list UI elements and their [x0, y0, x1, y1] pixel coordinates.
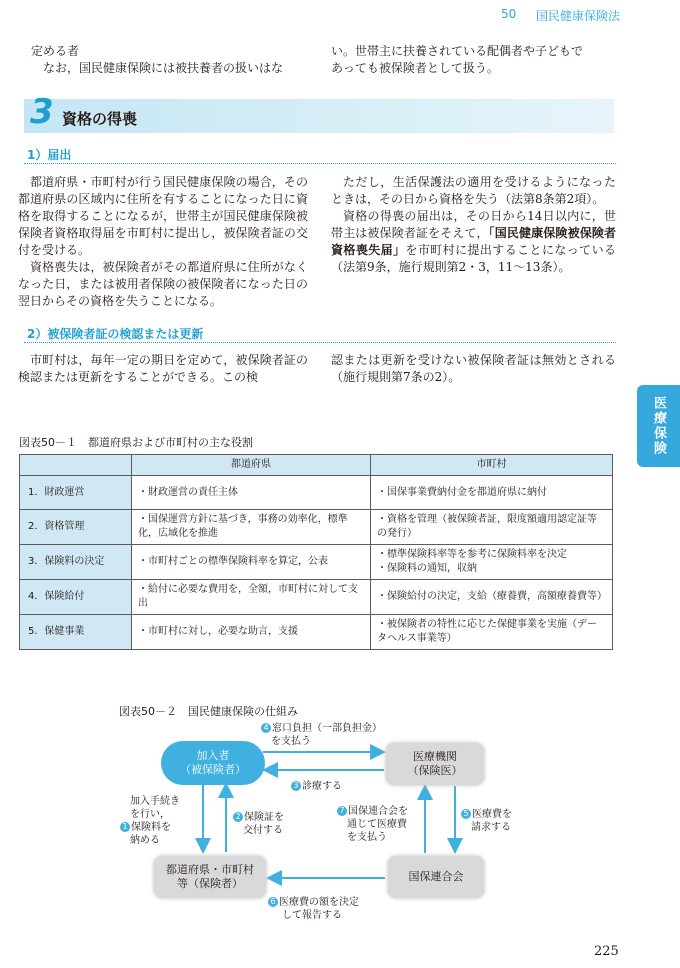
table-caption: 図表50－１ 都道府県および市町村の主な役割	[19, 436, 253, 449]
step-6-line2: して報告する	[282, 910, 342, 921]
node-union-label: 国保連合会	[408, 870, 464, 883]
step-3-number: 3	[291, 781, 301, 791]
node-insured	[161, 741, 265, 785]
node-medical-line2: （保険医）	[407, 764, 463, 777]
step-1-line1: 加入手続き	[130, 796, 180, 807]
step-5-number: 5	[461, 809, 471, 819]
table-header-city: 市町村	[371, 455, 613, 476]
step-5-line1: 医療費を	[472, 809, 512, 820]
step-4-line1: 窓口負担（一部負担金）	[272, 723, 382, 734]
step-1-line3: 保険料を	[131, 822, 171, 833]
step-3-label	[291, 780, 342, 793]
sub2-left-paragraph: 市町村は，毎年一定の期日を定めて，被保険者証の検認または更新をすることができる。この検	[18, 353, 308, 384]
sub-heading-1: 1）届出	[27, 148, 72, 162]
step-5-line2: 請求する	[471, 822, 511, 833]
step-2-number: 2	[233, 812, 243, 822]
step-7-line1: 国保連合会を	[348, 806, 408, 817]
node-insured-line2: （被保険者）	[180, 763, 246, 776]
section-number: 3	[30, 92, 54, 132]
diagram-caption: 図表50－２ 国民健康保険の仕組み	[119, 705, 298, 718]
section-title: 資格の得喪	[62, 110, 138, 128]
step-6-label	[268, 896, 359, 922]
sub1-left-paragraph-1: 都道府県・市町村が行う国民健康保険の場合，その都道府県の区域内に住所を有することになった日に資格を取得することになるが，世帯主が国民健康保険被保険者資格取得届を市町村に提出し，被保険者証の交付を受ける。	[18, 175, 308, 257]
header-chapter-title: 国民健康保険法	[536, 9, 621, 23]
sub1-right-p2-a: 資格の得喪の届出は，その日から14日以内に，世帯主は被保険者証をそえて，	[331, 209, 616, 240]
step-7-label	[337, 805, 408, 844]
row-label: 2．資格管理	[20, 510, 132, 545]
cell-prefecture: ・市町村ごとの標準保険料率を算定，公表	[132, 545, 371, 580]
node-medical-institution	[386, 743, 484, 785]
intro-left-line2: なお，国民健康保険には被扶養者の扱いはな	[43, 61, 284, 75]
step-7-number: 7	[337, 806, 347, 816]
table-header-prefecture: 都道府県	[132, 455, 371, 476]
cell-city-line2: ・保険料の通知，収納	[377, 563, 477, 574]
cell-prefecture: ・財政運営の責任主体	[132, 476, 371, 510]
intro-left-line1: 定める者	[31, 44, 80, 58]
cell-city-line1: ・標準保険料率等を参考に保険料率を決定	[377, 549, 567, 560]
cell-city: ・資格を管理（被保険者証，限度額適用認定証等の発行）	[371, 510, 613, 545]
step-2-line2: 交付する	[243, 825, 283, 836]
step-1-line4: 納める	[130, 835, 160, 846]
step-4-number: 4	[261, 723, 271, 733]
cell-prefecture: ・市町村に対し，必要な助言，支援	[132, 615, 371, 650]
step-1-label	[120, 795, 180, 847]
row-label: 4．保険給付	[20, 580, 132, 615]
sub1-right-p2-b: を市町村に提出することになっている（法第9条，施行規則第2・3，11～13条）。	[331, 243, 616, 274]
cell-prefecture: ・国保運営方針に基づき，事務の効率化，標準化，広域化を推進	[132, 510, 371, 545]
intro-right-line1: い。世帯主に扶養されている配偶者や子どもで	[331, 44, 584, 58]
step-2-label	[233, 811, 284, 837]
step-4-label	[261, 722, 382, 748]
row-label: 1．財政運営	[20, 476, 132, 510]
node-insurer-line2: 等（保険者）	[177, 877, 243, 890]
step-6-number: 6	[268, 897, 278, 907]
step-1-number: 1	[120, 822, 130, 832]
node-kokuho-union	[388, 856, 484, 898]
step-7-line3: を支払う	[347, 832, 387, 843]
sub1-left-paragraph-2: 資格喪失は，被保険者がその都道府県に住所がなくなった日，または被用者保険の被保険者になった日の翌日からその資格を失うことになる。	[18, 260, 308, 308]
step-2-line1: 保険証を	[244, 812, 284, 823]
sub1-right-paragraph-1: ただし，生活保護法の適用を受けるようになったときは，その日から資格を失う（法第8条第2項）。	[331, 175, 616, 206]
cell-prefecture: ・給付に必要な費用を，全額，市町村に対して支出	[132, 580, 371, 615]
step-5-label	[461, 808, 512, 834]
cell-city: ・被保険者の特性に応じた保健事業を実施（データヘルス事業等）	[371, 615, 613, 650]
cell-city: ・国保事業費納付金を都道府県に納付	[371, 476, 613, 510]
sub-heading-2: 2）被保険者証の検認または更新	[27, 327, 204, 341]
side-tab-medical-insurance: 医療保険	[637, 385, 680, 467]
step-7-line2: 通じて医療費	[347, 819, 407, 830]
step-4-line2: を支払う	[271, 736, 311, 747]
sub2-right-paragraph: 認または更新を受けない被保険者証は無効とされる（施行規則第7条の2）。	[331, 353, 616, 384]
step-3-text: 診療する	[302, 781, 342, 792]
node-medical-line1: 医療機関	[413, 750, 457, 763]
node-insurer-line1: 都道府県・市町村	[166, 863, 254, 876]
cell-city: ・保険給付の決定，支給（療養費，高額療養費等）	[371, 580, 613, 615]
header-page-number: 50	[501, 7, 517, 21]
step-6-line1: 医療費の額を決定	[279, 897, 359, 908]
node-insurer	[154, 856, 266, 898]
row-label: 3．保険料の決定	[20, 545, 132, 580]
footer-page-number: 225	[594, 944, 619, 959]
intro-right-line2: あっても被保険者として扱う。	[331, 61, 499, 75]
node-insured-line1: 加入者	[196, 749, 230, 762]
form-name-bold: 「国民健康保険被保険者資格喪失届」	[331, 226, 616, 257]
row-label: 5．保健事業	[20, 615, 132, 650]
step-1-line2: を行い，	[130, 809, 170, 820]
